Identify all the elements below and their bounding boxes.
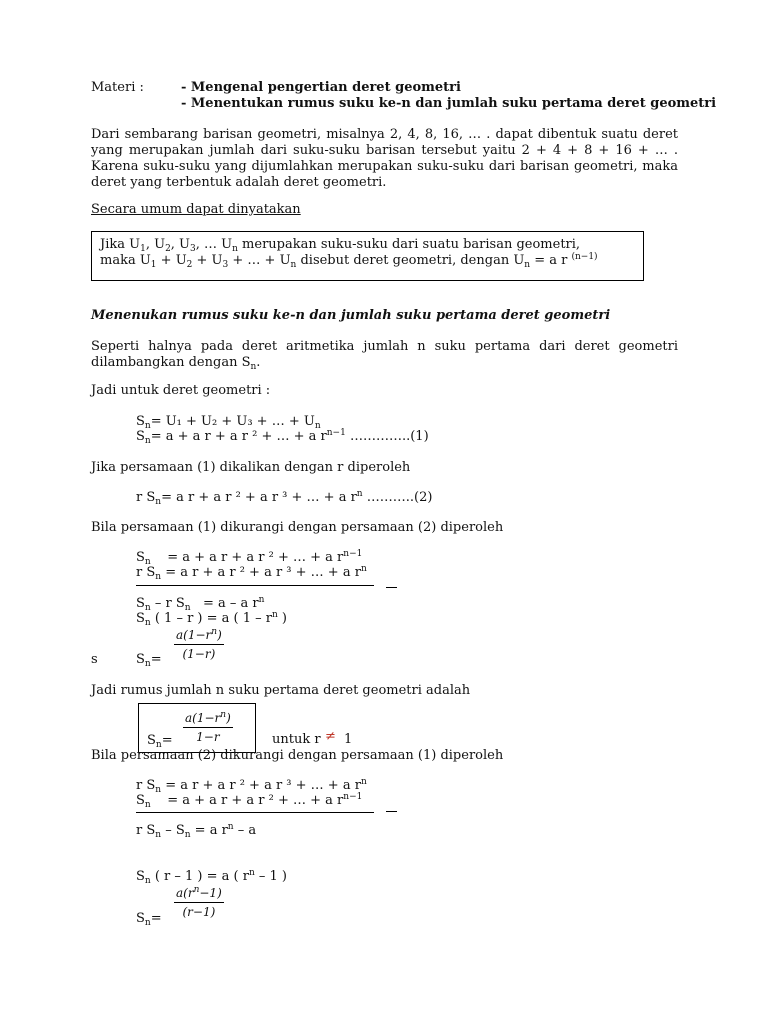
topic-1: - Mengenal pengertian deret geometri (181, 80, 461, 95)
sub2-line2: $S_n$ = a + a r + a r ² + … + a $r^{n-1}$ (136, 792, 363, 810)
sub2-factor: $S_n$ ( r – 1 ) = a ( $r^n - 1$ ) (136, 868, 288, 886)
frac3-denominator: (r−1) (182, 905, 216, 919)
intro-paragraph: Dari sembarang barisan geometri, misalnya 2, 4, 8, 16, … . dapat dibentuk suatu deret yang merupakan jumlah dari suku-suku barisan tersebut yaitu 2 + 4 + 8 + 16 + … . Karena suku-suku yang dijumlahkan merupakan suku-suku dari barisan geometri, maka deret yang terbentuk adalah deret geometri. (91, 127, 678, 190)
sub1-line1: $S_n$ = a + a r + a r ² + … + a $r^{n-1}$ (136, 549, 363, 567)
minus-sign-1 (386, 587, 397, 588)
multiply-text: Jika persamaan (1) dikalikan dengan r diperoleh (91, 460, 411, 475)
frac1-numerator: $a(1-r^n)$ (174, 627, 224, 645)
eq1-line2: $S_n= a + a$ r + a r ² + … + a $r^{n-1}$ …………..(1) (136, 428, 429, 446)
frac2 (183, 710, 233, 745)
jadi-untuk-text: Jadi untuk deret geometri : (91, 383, 271, 398)
section-heading: Menenukan rumus suku ke-n dan jumlah suku pertama deret geometri (91, 308, 611, 323)
topic-2: - Menentukan rumus suku ke-n dan jumlah suku pertama deret geometri (181, 96, 717, 111)
sub1-result: $S_n$ – r $S_n$ = a – a $r^n$ (136, 595, 265, 613)
one-value: 1 (344, 732, 353, 747)
conclusion-text: Jadi rumus jumlah n suku pertama deret geometri adalah (91, 683, 471, 698)
sub2-result: r $S_n - S_n = a$ $r^n$ – a (136, 822, 257, 840)
sub1-line2: r $S_n = a$ r + a r ² + a r ³ + … + a $r^n$ (136, 564, 367, 582)
section-paragraph: Seperti halnya pada deret aritmetika jumlah n suku pertama dari deret geometri dilambangkan dengan $S_n$. (91, 339, 678, 372)
general-heading: Secara umum dapat dinyatakan (91, 202, 301, 217)
frac1 (174, 627, 224, 662)
not-equal-icon: ≠ (325, 729, 336, 744)
subtract-text-2: Bila persamaan (2) dikurangi dengan persamaan (1) diperoleh (91, 748, 504, 763)
definition-line-2: maka $U_1 + U_2 + U_3$ + … + $U_n$ disebut deret geometri, dengan $U_n = a$ r $^{(n-1)}$ (100, 252, 598, 270)
subtraction-rule-1 (136, 585, 374, 586)
subtraction-rule-2 (136, 812, 374, 813)
stray-s: s (91, 652, 98, 667)
materi-label: Materi : (91, 80, 144, 95)
frac2-numerator: $a(1-r^n)$ (183, 710, 233, 728)
sub1-factor: $S_n$ ( 1 – r ) = a ( $1 - r^n$ ) (136, 610, 288, 628)
frac3-lhs: $S_n=$ (136, 911, 162, 928)
subtract-text-1: Bila persamaan (1) dikurangi dengan persamaan (2) diperoleh (91, 520, 504, 535)
definition-line-1: Jika $U_1$, $U_2$, $U_3$, … $U_n$ merupakan suku-suku dari suatu barisan geometri, (100, 237, 581, 254)
untuk-r-text: untuk r (272, 732, 321, 747)
frac1-denominator: (1−r) (182, 647, 216, 661)
frac3 (174, 885, 224, 920)
eq1-line1: $S_n= U_1 + U_2 + U_3$ + … + $U_n$ (136, 414, 321, 431)
sub2-line1: r $S_n = a$ r + a r ² + a r ³ + … + a $r^n$ (136, 777, 367, 795)
eq2: r $S_n= a$ r + a r ² + a r ³ + … + a $r^n$ ………..(2) (136, 489, 433, 507)
minus-sign-2 (386, 811, 397, 812)
frac1-lhs: $S_n=$ (136, 652, 162, 669)
frac2-denominator: 1−r (196, 730, 220, 744)
frac3-numerator: $a(r^n-1)$ (174, 885, 224, 903)
definition-box (91, 231, 644, 281)
frac2-lhs: $S_n=$ (147, 733, 173, 750)
